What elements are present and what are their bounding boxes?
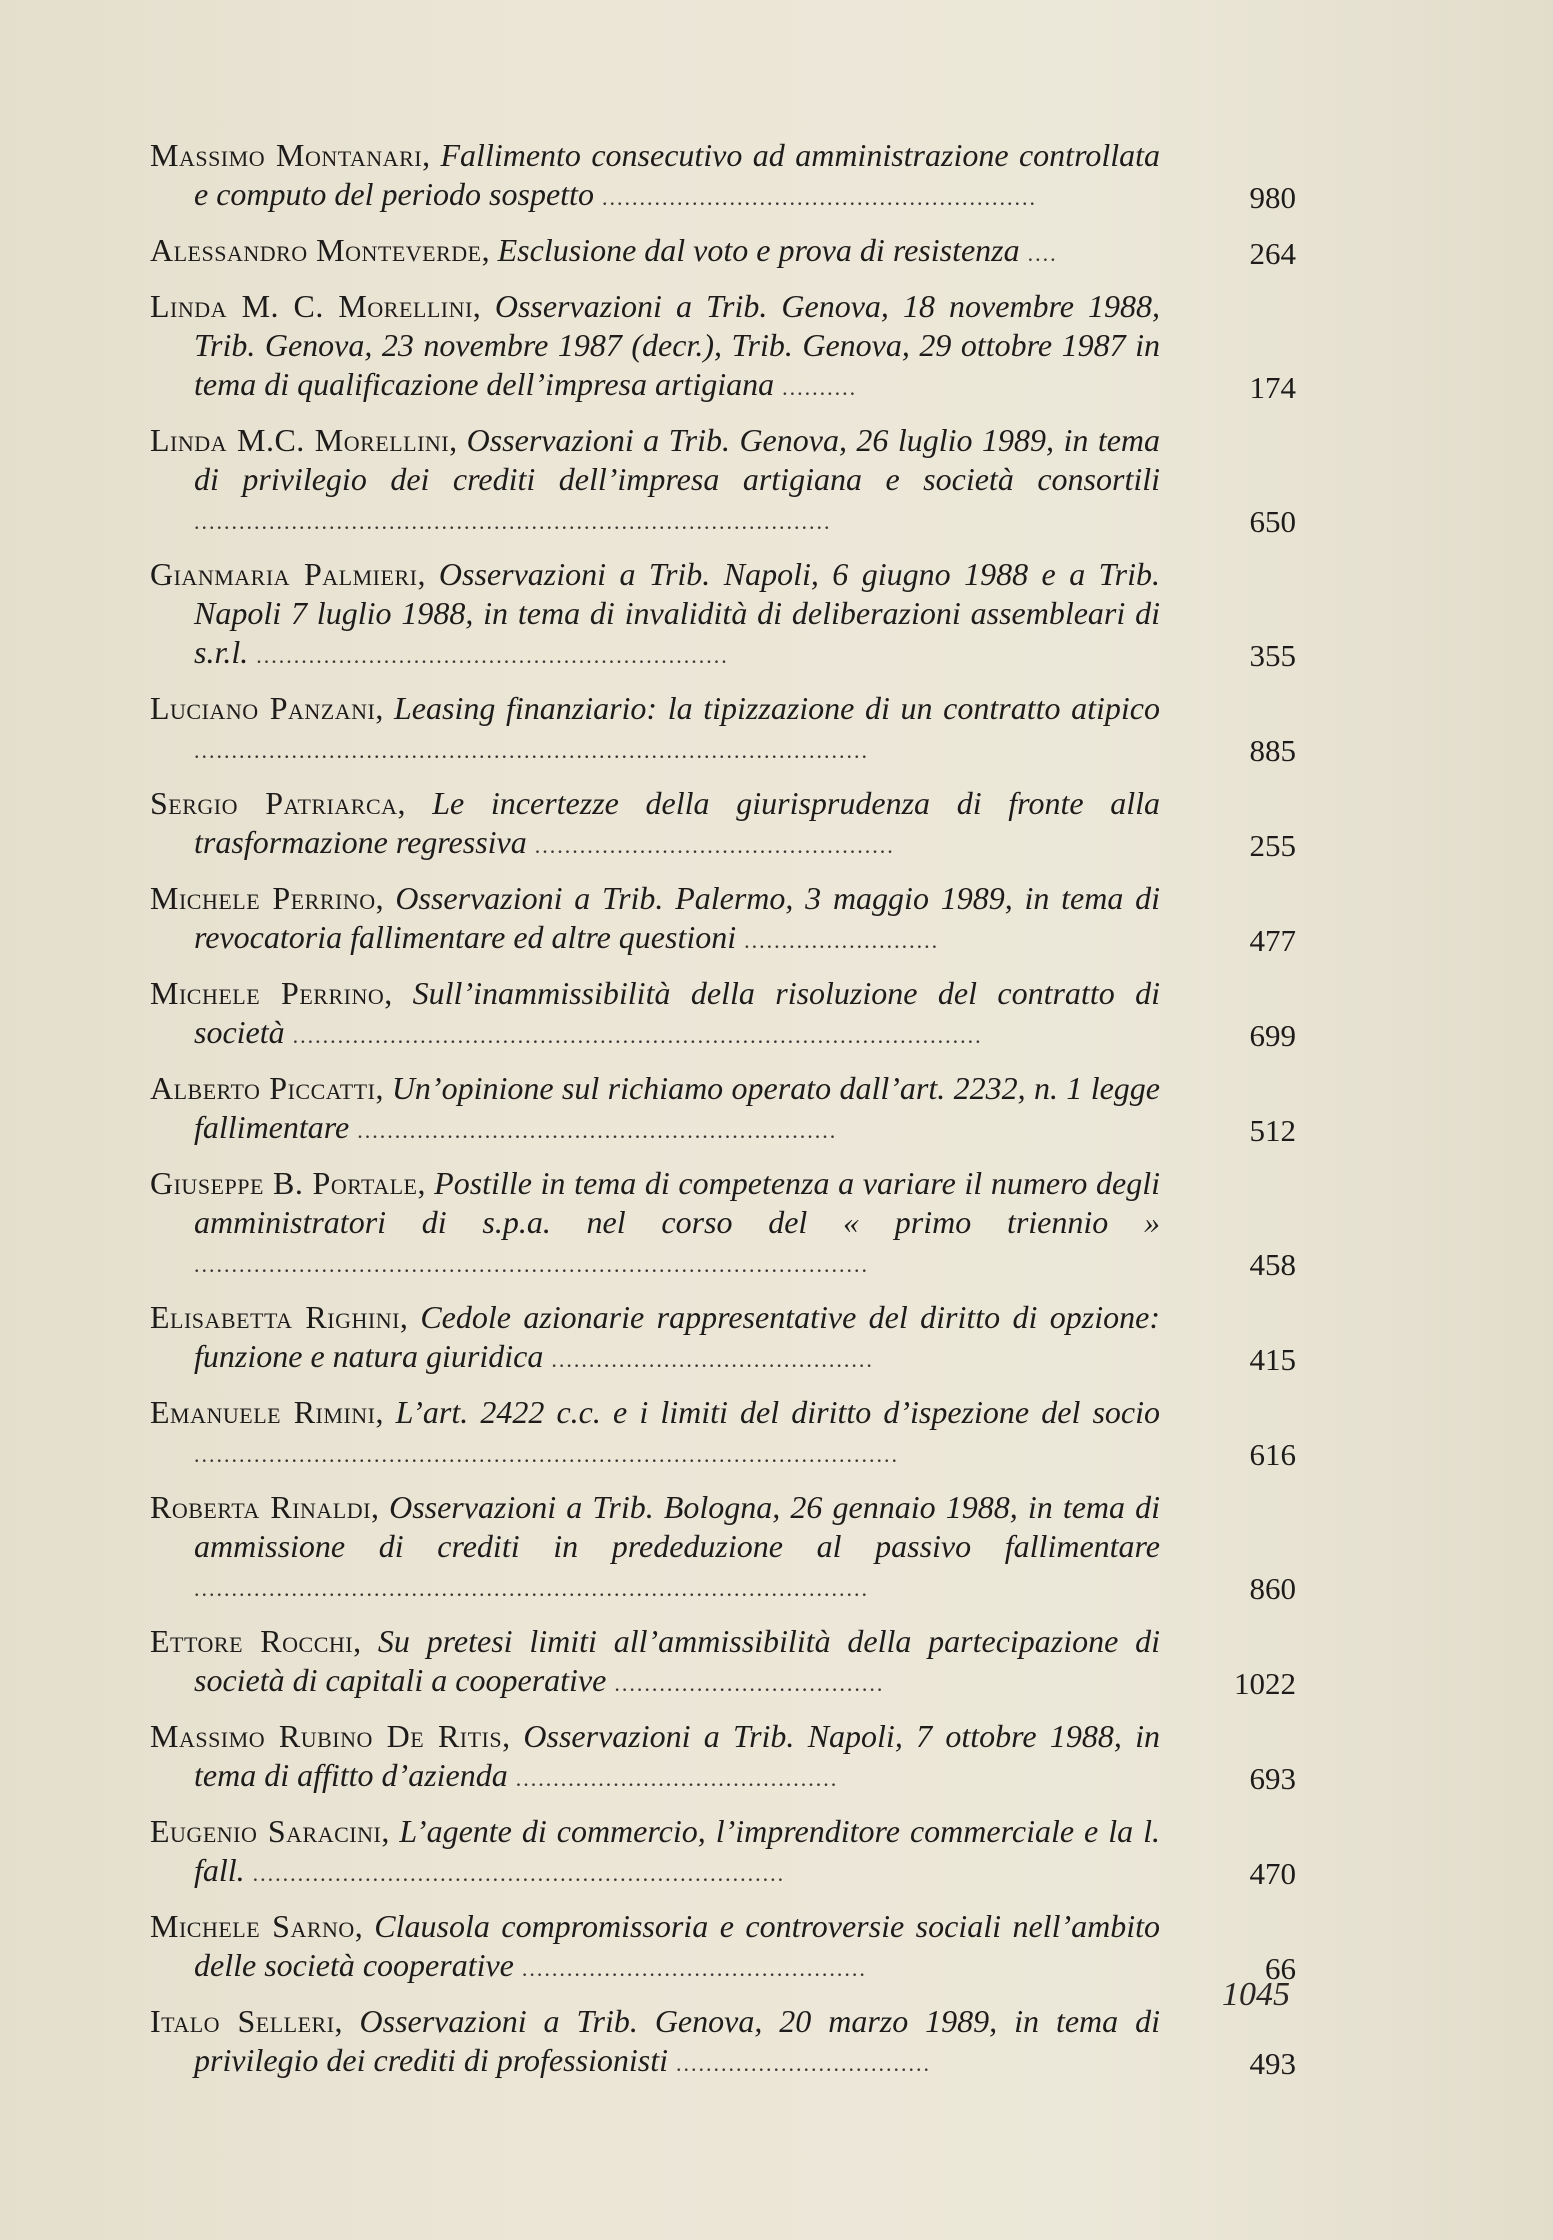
entry-text: Emanuele Rimini, L’art. 2422 c.c. e i limiti del diritto d’ispezione del socio .............................................................................................. [150,1394,1161,1467]
index-entry [150,1298,1300,1379]
entry-text: Ettore Rocchi, Su pretesi limiti all’ammissibilità della partecipazione di società di capitali a cooperative .................................... [150,1623,1161,1698]
entry-title: Su pretesi limiti all’ammissibilità della partecipazione di società di capitali a cooperative [194,1623,1161,1698]
entry-title: Un’opinione sul richiamo operato dall’art. 2232, n. 1 legge fallimentare [194,1070,1161,1145]
leader-dots: ................................................................ [357,1118,838,1143]
entry-author: Linda M. C. Morellini [150,288,473,324]
index-entry [150,1069,1300,1150]
entry-page-number: 264 [1249,236,1296,271]
leader-dots: .................................. [676,2051,932,2076]
entry-page-number: 255 [1249,828,1296,863]
index-entry [150,1393,1300,1474]
index-entry [150,231,1300,273]
leader-dots: .......................... [744,928,940,953]
entry-author: Massimo Montanari [150,137,423,173]
leader-dots: ............................................................... [256,643,729,668]
leader-dots: ..................................................................................... [194,509,832,534]
index-entry [150,1488,1300,1608]
entry-text: Massimo Montanari, Fallimento consecutivo ad amministrazione controllata e computo del periodo sospetto .......................................................... [150,137,1161,212]
index-entry [150,1717,1300,1798]
index-list [150,136,1300,2097]
index-entry [150,1907,1300,1988]
entry-page-number: 512 [1249,1113,1296,1148]
entry-title: Leasing finanziario: la tipizzazione di un contratto atipico [393,690,1160,726]
entry-title: Osservazioni a Trib. Genova, 18 novembre 1988, Trib. Genova, 23 novembre 1987 (decr.), Trib. Genova, 29 ottobre 1987 in tema di qualificazione dell’impresa artigiana [194,288,1160,402]
entry-title: Osservazioni a Trib. Genova, 26 luglio 1989, in tema di privilegio dei crediti dell’impresa artigiana e società consortili [194,422,1161,497]
entry-author: Elisabetta Righini [150,1299,400,1335]
entry-title: Osservazioni a Trib. Napoli, 7 ottobre 1988, in tema di affitto d’azienda [194,1718,1161,1793]
entry-author: Michele Sarno [150,1908,355,1944]
leader-dots: .......................................................................................... [194,1252,869,1277]
entry-title: Osservazioni a Trib. Palermo, 3 maggio 1989, in tema di revocatoria fallimentare ed altre questioni [194,880,1161,955]
entry-page-number: 493 [1249,2046,1296,2081]
entry-page-number: 885 [1249,733,1296,768]
entry-text: Eugenio Saracini, L’agente di commercio, l’imprenditore commerciale e la l. fall. ....................................................................... [150,1813,1161,1888]
entry-text: Linda M.C. Morellini, Osservazioni a Trib. Genova, 26 luglio 1989, in tema di privilegio dei crediti dell’impresa artigiana e società consortili ..................................................................................... [150,422,1161,534]
entry-page-number: 477 [1249,923,1296,958]
entry-page-number: 355 [1249,638,1296,673]
leader-dots: .................................... [614,1671,885,1696]
index-entry [150,1812,1300,1893]
entry-page-number: 66 [1265,1951,1296,1986]
page-folio-number: 1045 [1222,1976,1290,2013]
entry-page-number: 1022 [1234,1666,1296,1701]
index-entry [150,421,1300,541]
leader-dots: ........................................... [515,1766,839,1791]
entry-page-number: 980 [1249,180,1296,215]
leader-dots: .............................................................................................. [194,1442,899,1467]
leader-dots: .......................................................................................... [194,1576,869,1601]
entry-author: Michele Perrino [150,975,385,1011]
entry-text: Michele Sarno, Clausola compromissoria e controversie sociali nell’ambito delle società cooperative .............................................. [150,1908,1161,1983]
entry-author: Ettore Rocchi [150,1623,354,1659]
entry-text: Michele Perrino, Sull’inammissibilità della risoluzione del contratto di società ............................................................................................ [150,975,1161,1050]
index-entry [150,2002,1300,2083]
entry-author: Gianmaria Palmieri [150,556,418,592]
entry-author: Luciano Panzani [150,690,376,726]
entry-title: Osservazioni a Trib. Napoli, 6 giugno 1988 e a Trib. Napoli 7 luglio 1988, in tema di invalidità di deliberazioni assembleari di s.r.l. [194,556,1161,670]
leader-dots: .......... [782,375,858,400]
index-entry [150,1164,1300,1284]
leader-dots: ............................................................................................ [292,1023,983,1048]
entry-author: Alessandro Monteverde [150,232,482,268]
entry-title: Sull’inammissibilità della risoluzione del contratto di società [194,975,1161,1050]
entry-author: Emanuele Rimini [150,1394,376,1430]
leader-dots: .......................................................... [601,185,1037,210]
entry-text: Italo Selleri, Osservazioni a Trib. Genova, 20 marzo 1989, in tema di privilegio dei crediti di professionisti .................................. [150,2003,1161,2078]
leader-dots: .............................................. [521,1956,867,1981]
index-entry [150,974,1300,1055]
index-entry [150,287,1300,407]
entry-text: Alberto Piccatti, Un’opinione sul richiamo operato dall’art. 2232, n. 1 legge fallimentare ................................................................ [150,1070,1161,1145]
entry-text: Luciano Panzani, Leasing finanziario: la tipizzazione di un contratto atipico .......................................................................................... [150,690,1160,763]
entry-page-number: 458 [1249,1247,1296,1282]
entry-text: Michele Perrino, Osservazioni a Trib. Palermo, 3 maggio 1989, in tema di revocatoria fallimentare ed altre questioni .......................... [150,880,1161,955]
entry-title: L’agente di commercio, l’imprenditore commerciale e la l. fall. [194,1813,1161,1888]
index-entry [150,555,1300,675]
entry-title: Fallimento consecutivo ad amministrazione controllata e computo del periodo sospetto [194,137,1161,212]
index-entry [150,136,1300,217]
entry-author: Alberto Piccatti [150,1070,376,1106]
leader-dots: ....................................................................... [252,1861,786,1886]
entry-page-number: 650 [1249,504,1296,539]
entry-page-number: 860 [1249,1571,1296,1606]
entry-text: Giuseppe B. Portale, Postille in tema di competenza a variare il numero degli amministratori di s.p.a. nel corso del « primo triennio » .......................................................................................... [150,1165,1161,1277]
entry-title: Osservazioni a Trib. Bologna, 26 gennaio 1988, in tema di ammissione di crediti in prededuzione al passivo fallimentare [194,1489,1161,1564]
entry-page-number: 616 [1249,1437,1296,1472]
entry-text: Gianmaria Palmieri, Osservazioni a Trib. Napoli, 6 giugno 1988 e a Trib. Napoli 7 luglio 1988, in tema di invalidità di deliberazioni assembleari di s.r.l. ............................................................... [150,556,1161,670]
entry-author: Massimo Rubino De Ritis [150,1718,503,1754]
entry-title: Clausola compromissoria e controversie sociali nell’ambito delle società cooperative [194,1908,1161,1983]
leader-dots: .......................................................................................... [194,738,869,763]
entry-title: L’art. 2422 c.c. e i limiti del diritto d’ispezione del socio [395,1394,1161,1430]
entry-author: Sergio Patriarca [150,785,398,821]
entry-author: Linda M.C. Morellini [150,422,450,458]
entry-author: Italo Selleri [150,2003,335,2039]
entry-author: Giuseppe B. Portale [150,1165,418,1201]
index-entry [150,879,1300,960]
entry-text: Sergio Patriarca, Le incertezze della giurisprudenza di fronte alla trasformazione regressiva ................................................ [150,785,1161,860]
entry-title: Le incertezze della giurisprudenza di fronte alla trasformazione regressiva [194,785,1161,860]
index-entry [150,784,1300,865]
entry-title: Cedole azionarie rappresentative del diritto di opzione: funzione e natura giuridica [194,1299,1160,1374]
entry-page-number: 415 [1249,1342,1296,1377]
leader-dots: ................................................ [534,833,895,858]
leader-dots: ........................................... [551,1347,874,1372]
leader-dots: .... [1027,241,1058,266]
entry-page-number: 470 [1249,1856,1296,1891]
entry-text: Alessandro Monteverde, Esclusione dal voto e prova di resistenza .... [150,232,1058,268]
entry-text: Elisabetta Righini, Cedole azionarie rappresentative del diritto di opzione: funzione e natura giuridica ........................................... [150,1299,1160,1374]
entry-author: Roberta Rinaldi [150,1489,371,1525]
entry-text: Roberta Rinaldi, Osservazioni a Trib. Bologna, 26 gennaio 1988, in tema di ammissione di crediti in prededuzione al passivo fallimentare .......................................................................................... [150,1489,1161,1601]
entry-title: Postille in tema di competenza a variare il numero degli amministratori di s.p.a. nel corso del « primo triennio » [194,1165,1161,1240]
entry-title: Esclusione dal voto e prova di resistenza [497,232,1020,268]
entry-page-number: 699 [1249,1018,1296,1053]
entry-page-number: 174 [1249,370,1296,405]
entry-text: Linda M. C. Morellini, Osservazioni a Trib. Genova, 18 novembre 1988, Trib. Genova, 23 novembre 1987 (decr.), Trib. Genova, 29 ottobre 1987 in tema di qualificazione dell’impresa artigiana .......... [150,288,1160,402]
index-entry [150,689,1300,770]
entry-text: Massimo Rubino De Ritis, Osservazioni a Trib. Napoli, 7 ottobre 1988, in tema di affitto d’azienda ........................................... [150,1718,1161,1793]
entry-author: Michele Perrino [150,880,376,916]
index-entry [150,1622,1300,1703]
entry-title: Osservazioni a Trib. Genova, 20 marzo 1989, in tema di privilegio dei crediti di professionisti [194,2003,1161,2078]
entry-author: Eugenio Saracini [150,1813,382,1849]
entry-page-number: 693 [1249,1761,1296,1796]
